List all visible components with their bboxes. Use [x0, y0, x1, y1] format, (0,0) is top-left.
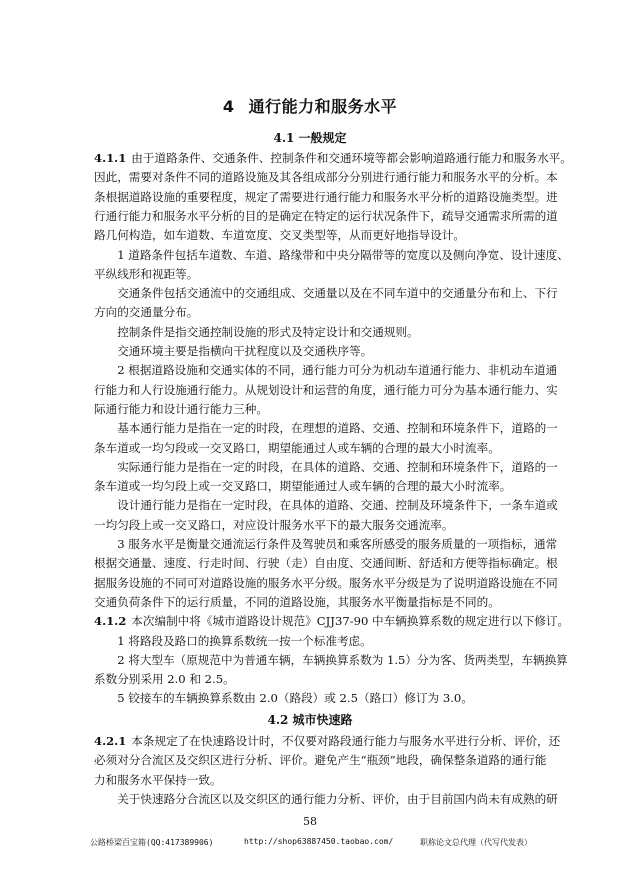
- text-line-content: 条车道或一均匀段上或一交叉路口，期望能通过人或车辆的合理的最大小时流率。: [94, 479, 512, 494]
- text-line-content: 因此，需要对条件不同的道路设施及其各组成部分分别进行通行能力和服务水平的分析。本: [94, 170, 558, 185]
- text-line: [94, 441, 526, 455]
- text-line-content: 条车道或一均匀段或一交叉路口，期望能通过人或车辆的合理的最大小时流率。: [94, 440, 500, 455]
- text-line: [94, 421, 558, 436]
- text-line: [94, 498, 558, 513]
- text-line-content: 力和服务水平保持一致。: [94, 772, 222, 787]
- footer-url-text: http://shop63887450.taobao.com/: [244, 837, 394, 846]
- text-line-content: 方向的交通量分布。: [94, 305, 199, 320]
- text-line: [94, 151, 572, 165]
- text-line: [94, 556, 558, 571]
- text-line: [94, 734, 561, 748]
- text-line: [94, 575, 558, 590]
- chapter-title: [0, 94, 620, 117]
- text-line-content: 5 铰接车的车辆换算系数由 2.0（路段）或 2.5（路口）修订为 3.0。: [94, 691, 473, 706]
- page-number: 58: [303, 815, 317, 828]
- text-line: [94, 459, 558, 474]
- text-line: [94, 672, 526, 686]
- text-line: [94, 518, 526, 532]
- text-line-content: 条根据道路设施的重要程度，规定了需要进行通行能力和服务水平分析的道路设施类型。进: [94, 189, 558, 204]
- text-line-content: 2 根据道路设施和交通实体的不同，通行能力可分为机动车道通行能力、非机动车道通: [94, 363, 558, 378]
- text-line-content: 行通行能力和服务水平分析的目的是确定在特定的运行状况条件下，疏导交通需求所需的道: [94, 208, 558, 223]
- text-line: [94, 344, 526, 358]
- footer-left-text: 公路桥梁百宝箱(QQ:417389906): [90, 838, 214, 847]
- text-line: [94, 652, 568, 667]
- text-line-content: 交通环境主要是指横向干扰程度以及交通秩序等。: [94, 344, 373, 358]
- footer-right-text: 职称论文总代理（代写代发表）: [420, 838, 532, 847]
- text-line-content: 3 服务水平是衡量交通流运行条件及驾驶员和乘客所感受的服务质量的一项指标，通常: [94, 537, 558, 551]
- text-line: [94, 267, 526, 281]
- text-line-content: 关于快速路分合流区以及交织区的通行能力分析、评价，由于目前国内尚未有成熟的研: [94, 791, 558, 806]
- chapter-title-text: 通行能力和服务水平: [248, 97, 398, 116]
- text-line: [94, 634, 526, 648]
- text-line-content: 控制条件是指交通控制设施的形式及特定设计和交通规则。: [94, 324, 419, 339]
- text-line-content: 路几何构造，如车道数、车道宽度、交叉类型等，从而更好地指导设计。: [94, 228, 466, 243]
- clause-number: 4.1.2: [94, 614, 127, 629]
- text-line-content: 本次编制中将《城市道路设计规范》CJJ37-90 中车辆换算系数的规定进行以下修订。: [131, 614, 570, 629]
- text-line: [94, 537, 558, 551]
- text-line-content: 一均匀段上或一交叉路口，对应设计服务水平下的最大服务交通流率。: [94, 517, 454, 532]
- text-line-content: 1 道路条件包括车道数、车道、路缘带和中央分隔带等的宽度以及侧向净宽、设计速度、: [94, 247, 569, 262]
- text-line-content: 设计通行能力是指在一定时段，在具体的道路、交通、控制及环境条件下，一条车道或: [94, 498, 558, 513]
- text-line: [94, 691, 526, 705]
- text-line: [94, 170, 558, 185]
- text-line: [94, 228, 526, 242]
- text-line: [94, 305, 526, 319]
- text-line-content: 1 将路段及路口的换算系数统一按一个标准考虑。: [94, 633, 372, 648]
- text-line: [94, 325, 526, 339]
- section-title-4-2: 4.2 城市快速路: [267, 713, 353, 727]
- text-line: [94, 479, 526, 493]
- text-line-content: 由于道路条件、交通条件、控制条件和交通环境等都会影响道路通行能力和服务水平。: [131, 151, 572, 165]
- text-line-content: 基本通行能力是指在一定的时段，在理想的道路、交通、控制和环境条件下，道路的一: [94, 421, 558, 436]
- text-line: [94, 791, 558, 806]
- text-line: [94, 382, 558, 397]
- text-line-content: 据服务设施的不同可对道路设施的服务水平分级。服务水平分级是为了说明道路设施在不同: [94, 575, 558, 590]
- text-line-content: 系数分别采用 2.0 和 2.5。: [94, 672, 235, 687]
- chapter-number: 4: [222, 97, 235, 116]
- text-line-content: 交通负荷条件下的运行质量，不同的道路设施，其服务水平衡量指标是不同的。: [94, 594, 500, 609]
- text-line: [94, 595, 526, 609]
- section-title-4-1: 4.1 一般规定: [273, 131, 347, 145]
- text-line-content: 平纵线形和视距等。: [94, 266, 199, 281]
- text-line: [94, 286, 558, 301]
- text-line-content: 实际通行能力是指在一定的时段，在具体的道路、交通、控制和环境条件下，道路的一: [94, 459, 558, 474]
- text-line: [94, 189, 558, 204]
- text-line: [94, 247, 569, 262]
- text-line: [94, 402, 526, 416]
- text-line: [94, 363, 558, 378]
- text-line-content: 根据交通量、速度、行走时间、行驶（走）自由度、交通间断、舒适和方便等指标确定。根: [94, 556, 558, 571]
- text-line-content: 行能力和人行设施通行能力。从规划设计和运营的角度，通行能力可分为基本通行能力、实: [94, 382, 558, 397]
- text-line: [94, 614, 570, 629]
- text-line: [94, 208, 558, 223]
- text-line-content: 2 将大型车（原规范中为普通车辆，车辆换算系数为 1.5）分为客、货两类型，车辆换算: [94, 652, 568, 667]
- text-line: [94, 753, 547, 768]
- text-line-content: 本条规定了在快速路设计时，不仅要对路段通行能力与服务水平进行分析、评价，还: [131, 734, 561, 748]
- clause-number: 4.2.1: [94, 734, 127, 748]
- text-line-content: 际通行能力和设计通行能力三种。: [94, 401, 268, 416]
- text-line: [94, 773, 526, 787]
- text-line-content: 必须对分合流区及交织区进行分析、评价。避免产生“瓶颈”地段，确保整条道路的通行能: [94, 753, 547, 768]
- text-line-content: 交通条件包括交通流中的交通组成、交通量以及在不同车道中的交通量分布和上、下行: [94, 286, 558, 301]
- clause-number: 4.1.1: [94, 151, 127, 165]
